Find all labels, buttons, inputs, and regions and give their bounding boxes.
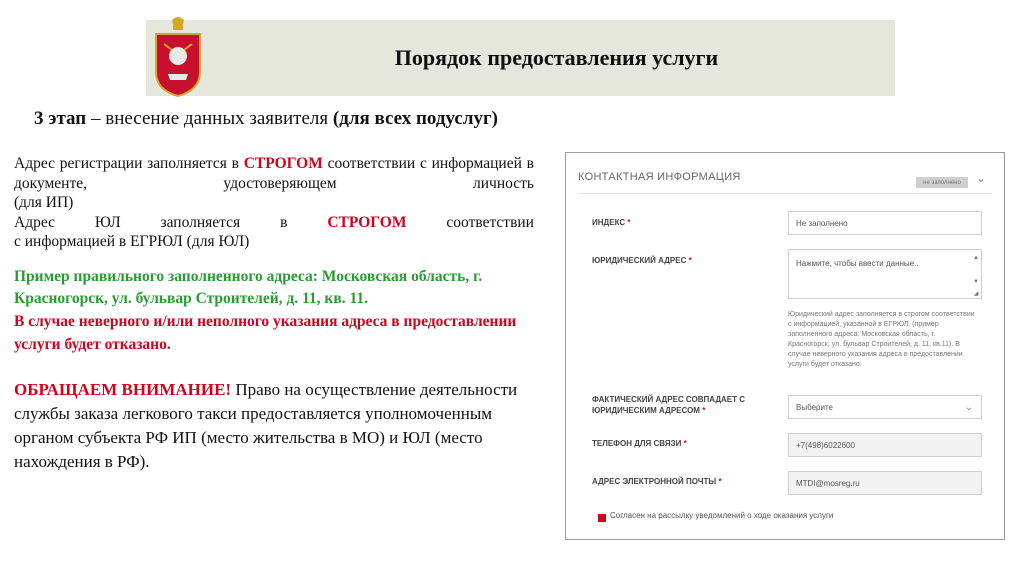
stage-number: 3 этап — [34, 108, 87, 129]
status-badge: не заполнено — [916, 177, 968, 188]
email-label: АДРЕС ЭЛЕКТРОННОЙ ПОЧТЫ * — [592, 477, 722, 486]
index-input[interactable]: Не заполнено — [788, 211, 982, 235]
paragraph-ip-note: (для ИП) — [14, 194, 74, 211]
paragraph-ip-address: Адрес регистрации заполняется в СТРОГОМ соответствии с информацией в документе, удостоверяющем личность — [14, 155, 534, 192]
attention-label: ОБРАЩАЕМ ВНИМАНИЕ! — [14, 379, 232, 399]
contact-info-panel — [565, 152, 1005, 540]
legal-address-placeholder: Нажмите, чтобы ввести данные.. — [796, 259, 919, 268]
email-input[interactable]: MTDI@mosreg.ru — [788, 471, 982, 495]
coat-of-arms-icon — [152, 14, 204, 98]
consent-checkbox[interactable] — [598, 514, 606, 522]
scrollbar[interactable]: ▲ ▼ ◢ — [973, 255, 979, 297]
consent-label: Согласен на рассылку уведомлений о ходе оказания услуги — [610, 511, 834, 520]
paragraph-ul-address: Адрес ЮЛ заполняется в СТРОГОМ соответствии — [14, 213, 534, 231]
legal-address-hint: Юридический адрес заполняется в строгом соответствии с информацией, указанной в ЕГРЮЛ. (пример заполненного адреса: Московская область, г. Красногорск, ул. бульвар Строителей, д. 11, кв.11). В случае неверного указания адреса в предоставлении услуги будет отказано. — [788, 311, 975, 368]
page-title: Порядок предоставления услуги — [394, 45, 719, 70]
strict-emphasis-2: СТРОГОМ — [327, 213, 407, 231]
attention-paragraph: ОБРАЩАЕМ ВНИМАНИЕ! Право на осуществление деятельности службы заказа легкового такси предоставляется уполномоченным органом субъекта РФ ИП (место жительства в МО) и ЮЛ (место нахождения в РФ). — [14, 379, 518, 471]
legal-address-label: ЮРИДИЧЕСКИЙ АДРЕС * — [592, 256, 692, 265]
legal-address-textarea[interactable] — [788, 249, 982, 299]
chevron-down-icon: ⌄ — [964, 402, 973, 413]
strict-emphasis: СТРОГОМ — [243, 155, 323, 172]
actual-address-select[interactable]: Выберите ⌄ — [788, 395, 982, 419]
divider — [578, 193, 992, 194]
refusal-warning: В случае неверного и/или неполного указания адреса в предоставлении услуги будет отказано. — [14, 312, 517, 353]
actual-address-label: ФАКТИЧЕСКИЙ АДРЕС СОВПАДАЕТ С ЮРИДИЧЕСКИМ АДРЕСОМ * — [592, 395, 746, 415]
instructions-text — [14, 154, 534, 474]
index-label: ИНДЕКС * — [592, 218, 631, 227]
panel-title: КОНТАКТНАЯ ИНФОРМАЦИЯ — [578, 171, 741, 183]
address-example: Пример правильного заполненного адреса: Московская область, г. Красногорск, ул. бульвар Строителей, д. 11, кв. 11. — [14, 267, 483, 307]
phone-input[interactable]: +7(498)6022600 — [788, 433, 982, 457]
stage-description: – внесение данных заявителя — [86, 108, 333, 129]
stage-scope: (для всех подуслуг) — [332, 108, 498, 129]
chevron-down-icon[interactable]: ⌄ — [976, 171, 987, 185]
stage-subtitle — [34, 108, 498, 130]
paragraph-ul-note: с информацией в ЕГРЮЛ (для ЮЛ) — [14, 233, 250, 250]
phone-label: ТЕЛЕФОН ДЛЯ СВЯЗИ * — [592, 439, 687, 448]
